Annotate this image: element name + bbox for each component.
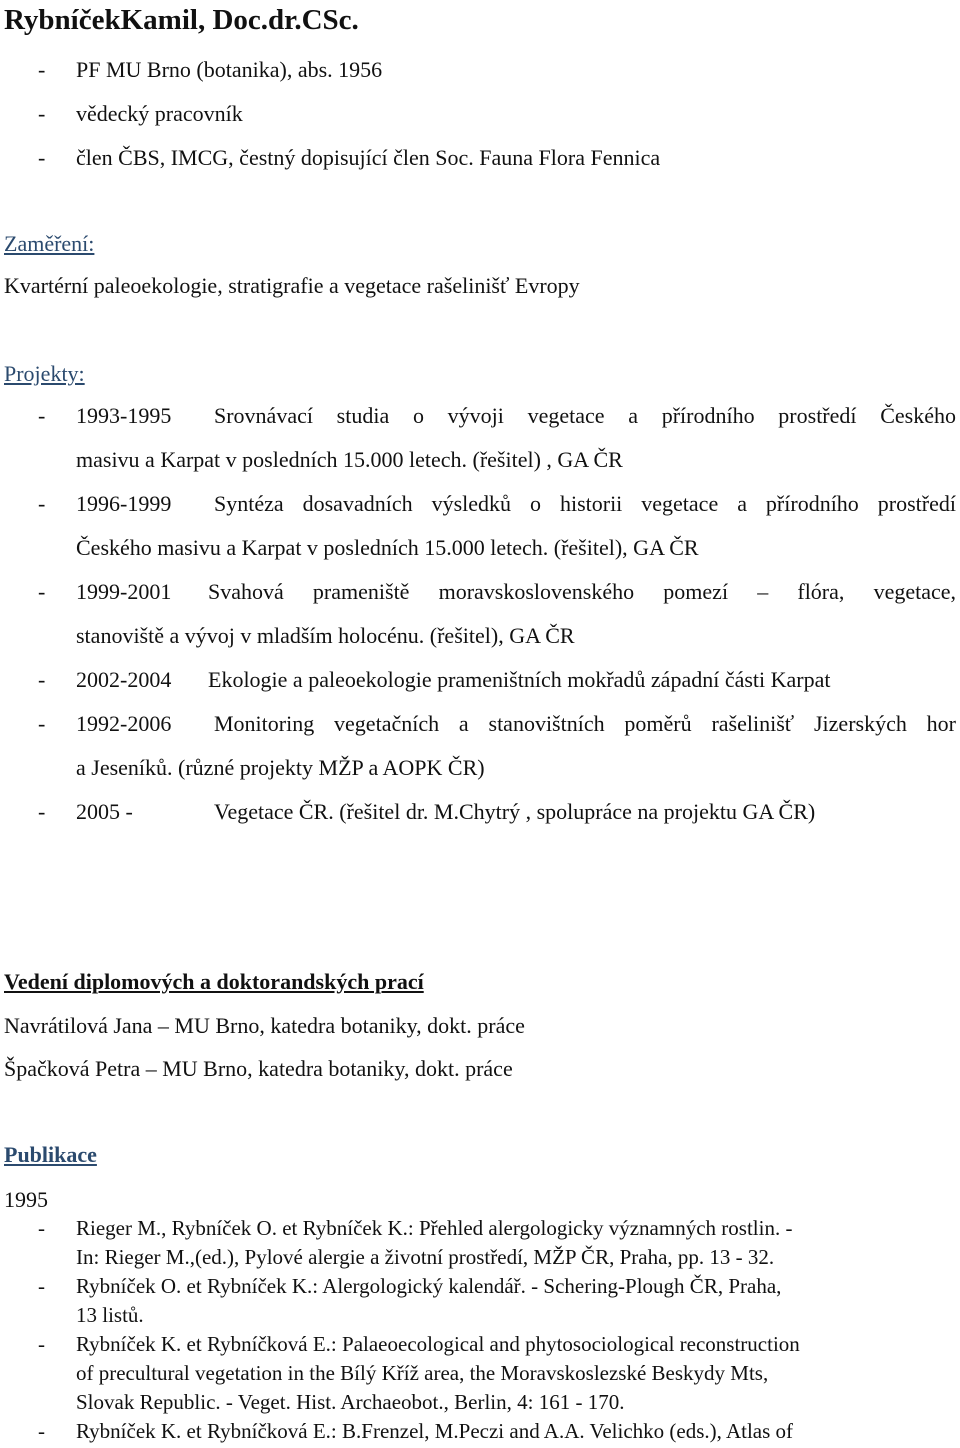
project-item: - 1993-1995 Srovnávací studia o vývoji vegetace a přírodního prostředí Českého masivu a Karpat v posledních 15.000 letech. (řešitel) , GA ČR: [38, 394, 956, 482]
thesis-item: Špačková Petra – MU Brno, katedra botaniky, dokt. práce: [4, 1056, 513, 1081]
project-years: 1996-1999: [76, 491, 172, 516]
bio-item: - vědecký pracovník: [38, 101, 243, 126]
publications-heading: Publikace: [4, 1142, 97, 1167]
focus-text: Kvartérní paleoekologie, stratigrafie a vegetace rašelinišť Evropy: [4, 273, 580, 298]
thesis-item: Navrátilová Jana – MU Brno, katedra botaniky, dokt. práce: [4, 1013, 525, 1038]
theses-heading: Vedení diplomových a doktorandských prací: [4, 969, 424, 994]
publication-item: - Rybníček O. et Rybníček K.: Alergologický kalendář. - Schering-Plough ČR, Praha, 13 listů.: [38, 1274, 782, 1327]
projects-list: [38, 394, 956, 834]
bio-item: - PF MU Brno (botanika), abs. 1956: [38, 57, 383, 82]
project-years: 1992-2006: [76, 711, 172, 736]
project-item: - 1992-2006 Monitoring vegetačních a stanovištních poměrů rašelinišť Jizerských hor a Jeseníků. (různé projekty MŽP a AOPK ČR): [38, 702, 956, 790]
project-item: - 2005 - Vegetace ČR. (řešitel dr. M.Chytrý , spolupráce na projektu GA ČR): [38, 790, 956, 834]
bio-item: - člen ČBS, IMCG, čestný dopisující člen Soc. Fauna Flora Fennica: [38, 145, 661, 170]
publications-list: [38, 1214, 956, 1446]
project-years: 1993-1995: [76, 403, 172, 428]
publication-item: - Rybníček K. et Rybníčková E.: B.Frenzel, M.Peczi and A.A. Velichko (eds.), Atlas of: [38, 1419, 794, 1443]
bio-list: [38, 48, 938, 180]
project-item: - 2002-2004 Ekologie a paleoekologie prameništních mokřadů západní části Karpat: [38, 658, 956, 702]
project-years: 2002-2004: [76, 667, 172, 692]
person-name-title: RybníčekKamil, Doc.dr.CSc.: [4, 4, 359, 36]
publications-year: 1995: [4, 1187, 48, 1212]
project-item: - 1996-1999 Syntéza dosavadních výsledků o historii vegetace a přírodního prostředí Českého masivu a Karpat v posledních 15.000 letech. (řešitel), GA ČR: [38, 482, 956, 570]
focus-heading: Zaměření:: [4, 231, 95, 256]
project-item: - 1999-2001 Svahová prameniště moravskoslovenského pomezí – flóra, vegetace, stanoviště a vývoj v mladším holocénu. (řešitel), GA ČR: [38, 570, 956, 658]
publication-item: - Rybníček K. et Rybníčková E.: Palaeoecological and phytosociological reconstruction of precultural vegetation in the Bílý Kříž area, the Moravskoslezské Beskydy Mts, Slovak Republic. - Veget. Hist. Archaeobot., Berlin, 4: 161 - 170.: [38, 1332, 800, 1414]
projects-heading: Projekty:: [4, 361, 85, 386]
project-years: 1999-2001: [76, 579, 172, 604]
project-years: 2005 -: [76, 799, 133, 824]
publication-item: - Rieger M., Rybníček O. et Rybníček K.: Přehled alergologicky významných rostlin. - In: Rieger M.,(ed.), Pylové alergie a životní prostředí, MŽP ČR, Praha, pp. 13 - 32.: [38, 1216, 793, 1269]
